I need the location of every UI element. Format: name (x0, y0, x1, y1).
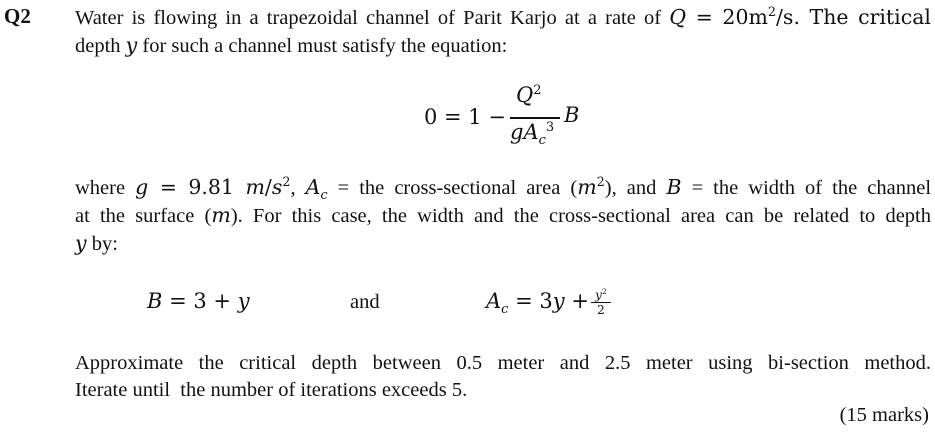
intro-line-1: Water is flowing in a trapezoidal channel of Parit Karjo at a rate of $Q = 20m^2/s$. The critical (75, 4, 931, 29)
where-paragraph (75, 174, 931, 258)
task-line-2: Iterate until the number of iterations exceeds 5. (75, 379, 468, 401)
question-intro (75, 4, 931, 60)
task-paragraph (75, 350, 931, 404)
marks-label: (15 marks) (839, 404, 929, 426)
and-connector: and (350, 291, 380, 313)
area-fraction: $\frac{y^2}{2}$ (591, 289, 611, 316)
equation-lhs: 0 = 1 − (424, 105, 506, 129)
where-line-2: at the surface (m). For this case, the width and the cross-sectional area can be related to depth (75, 203, 932, 227)
width-relation: B = 3 + y (147, 289, 250, 313)
where-line-3: y by: (75, 231, 118, 255)
question-number: Q2 (4, 4, 31, 28)
fraction-bar (510, 117, 560, 119)
fraction-denominator: $gA_c^3$ (510, 120, 555, 149)
equation-fraction (510, 83, 560, 153)
fraction-numerator: $Q^2$ (516, 83, 542, 107)
task-line-1: Approximate the critical depth between 0.5 meter and 2.5 meter using bi-section method. (75, 352, 931, 374)
equation-factor: B (564, 103, 580, 127)
area-relation: $A_c = 3y$ + $\frac{y^2}{2}$ (486, 289, 611, 316)
where-line-1: where g = 9.81 $m/s^2$, $A_c$ = the cross-sectional area $(m^2)$, and B = the width of the channel (75, 174, 932, 203)
intro-line-2: depth y for such a channel must satisfy the equation: (75, 33, 508, 57)
